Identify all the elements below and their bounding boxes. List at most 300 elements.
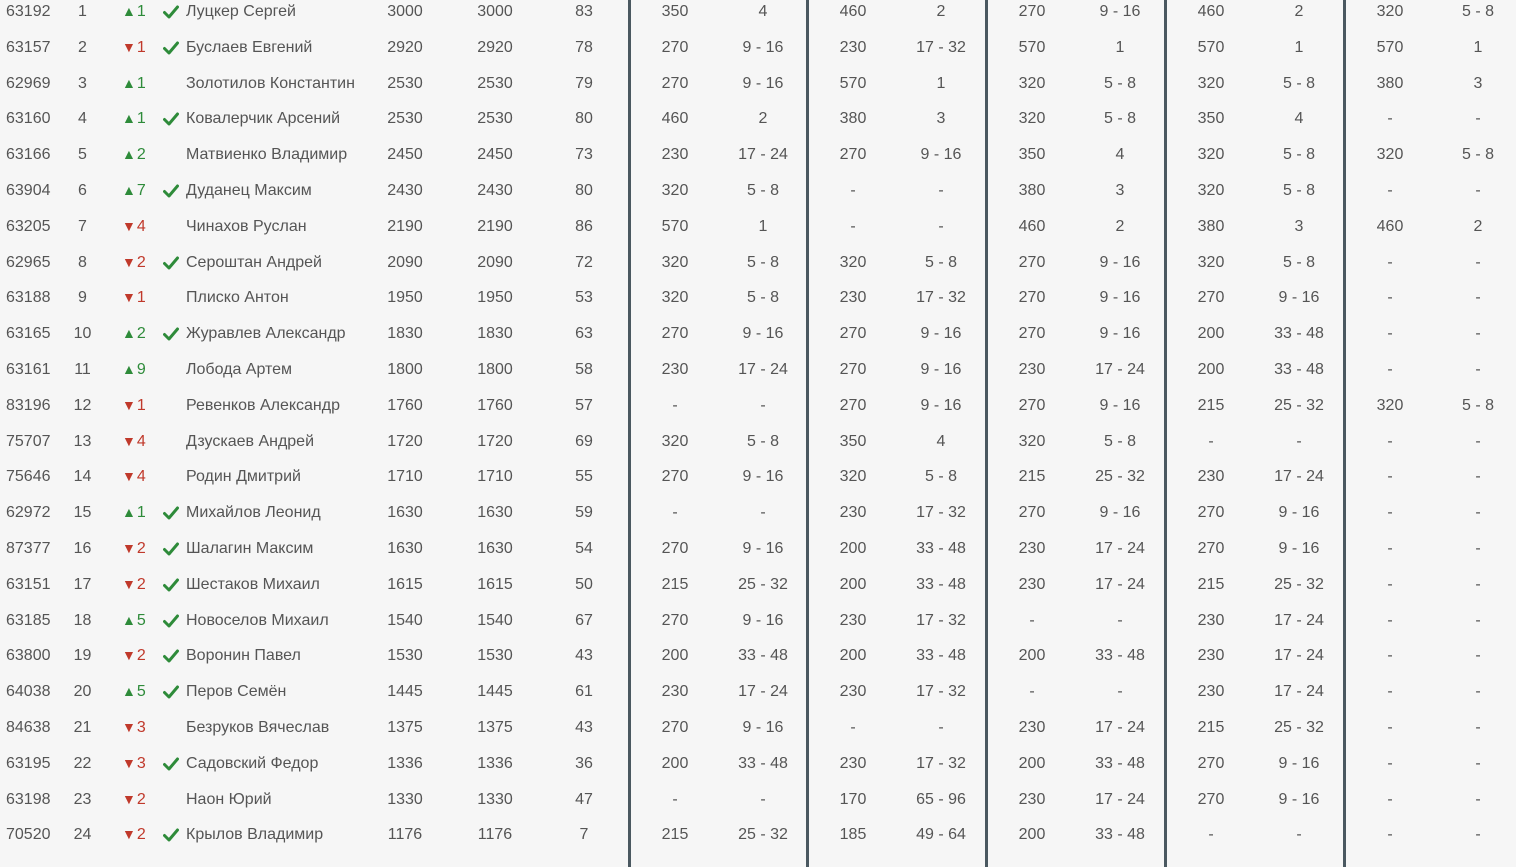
tournament-place: 9 - 16 [1099, 289, 1141, 307]
tournament-place: 4 [758, 3, 768, 20]
triangle-up-icon: ▲ [122, 360, 136, 377]
triangle-down-icon: ▼ [122, 289, 136, 306]
rating-sum: 2430 [477, 181, 513, 199]
games-count: 80 [575, 110, 593, 128]
tournament-points: 215 [1197, 718, 1225, 736]
rank-change-value: 7 [136, 181, 146, 199]
rank: 3 [78, 74, 87, 92]
tournament-points: 320 [661, 253, 689, 271]
column-divider [628, 0, 631, 867]
tournament-points: - [1208, 432, 1214, 450]
player-name[interactable]: Новоселов Михаил [186, 611, 329, 629]
tournament-points: 460 [1197, 3, 1225, 20]
tournament-points: 270 [1197, 289, 1225, 307]
tournament-points: 380 [1197, 217, 1225, 235]
games-count: 7 [579, 826, 589, 844]
rating-sum: 1720 [477, 432, 513, 450]
tournament-place: 17 - 32 [916, 504, 966, 522]
tournament-place: 9 - 16 [1099, 396, 1141, 414]
rating-total: 1630 [387, 504, 423, 522]
player-name[interactable]: Матвиенко Владимир [186, 146, 348, 164]
tournament-place: 9 - 16 [920, 146, 962, 164]
tournament-points: - [1387, 647, 1393, 665]
tournament-place: 9 - 16 [1099, 253, 1141, 271]
player-name[interactable]: Шалагин Максим [186, 539, 314, 557]
games-count: 61 [575, 683, 593, 701]
rank-change [122, 710, 158, 746]
games-count: 59 [575, 504, 593, 522]
tournament-place: 2 [1473, 217, 1483, 235]
tournament-points: - [1387, 718, 1393, 736]
tournament-points: 320 [839, 253, 867, 271]
rank-change [122, 817, 158, 853]
tournament-place: 17 - 32 [916, 611, 966, 629]
player-name[interactable]: Луцкер Сергей [186, 3, 296, 20]
triangle-down-icon: ▼ [122, 754, 136, 771]
table-row[interactable] [0, 459, 1516, 495]
rank-change [122, 638, 158, 674]
games-count: 36 [575, 754, 593, 772]
table-row[interactable] [0, 173, 1516, 209]
rating-total: 2530 [387, 74, 423, 92]
triangle-down-icon: ▼ [122, 38, 136, 55]
tournament-place: 33 - 48 [916, 647, 966, 665]
tournament-points: 270 [839, 325, 867, 343]
tournament-points: 200 [839, 575, 867, 593]
rating-total: 2530 [387, 110, 423, 128]
tournament-points: 270 [661, 539, 689, 557]
rank-change-value: 3 [136, 718, 146, 736]
tournament-place: - [1296, 432, 1302, 450]
table-row[interactable] [0, 567, 1516, 603]
tournament-points: 230 [661, 683, 689, 701]
table-row[interactable] [0, 66, 1516, 102]
tournament-place: 25 - 32 [1274, 575, 1324, 593]
rank: 21 [73, 718, 92, 736]
player-name[interactable]: Ревенков Александр [186, 396, 340, 414]
tournament-points: 230 [1197, 468, 1225, 486]
rank-change [122, 531, 158, 567]
tournament-points: 230 [839, 683, 867, 701]
rank-change [122, 245, 158, 281]
triangle-down-icon: ▼ [122, 718, 136, 735]
table-row[interactable] [0, 674, 1516, 710]
games-count: 83 [575, 3, 593, 20]
player-id: 63157 [6, 38, 51, 56]
tournament-points: 320 [661, 289, 689, 307]
triangle-up-icon: ▲ [122, 611, 136, 628]
tournament-points: 230 [1018, 790, 1046, 808]
tournament-place: - [1475, 504, 1481, 522]
tournament-points: 200 [839, 647, 867, 665]
tournament-points: - [1387, 360, 1393, 378]
table-row[interactable] [0, 137, 1516, 173]
rank-change [122, 782, 158, 818]
table-row[interactable] [0, 0, 1516, 30]
player-name[interactable]: Дзускаев Андрей [186, 432, 315, 450]
tournament-points: - [1387, 826, 1393, 844]
tournament-place: - [760, 790, 766, 808]
rank: 22 [73, 754, 92, 772]
tournament-place: 9 - 16 [1099, 325, 1141, 343]
player-id: 63800 [6, 647, 51, 665]
tournament-place: 17 - 24 [738, 146, 788, 164]
tournament-points: 320 [1197, 181, 1225, 199]
tournament-points: 270 [661, 611, 689, 629]
table-row[interactable] [0, 710, 1516, 746]
rank-change-value: 1 [136, 396, 146, 414]
player-id: 75646 [6, 468, 51, 486]
rank-change [122, 280, 158, 316]
games-count: 55 [575, 468, 593, 486]
tournament-place: 5 - 8 [1103, 110, 1136, 128]
rating-sum: 2190 [477, 217, 513, 235]
player-name[interactable]: Наон Юрий [186, 790, 272, 808]
tournament-place: 3 [1115, 181, 1125, 199]
tournament-points: 230 [661, 146, 689, 164]
tournament-points: 380 [1018, 181, 1046, 199]
tournament-place: - [1475, 539, 1481, 557]
games-count: 50 [575, 575, 593, 593]
tournament-place: 5 - 8 [746, 289, 779, 307]
checkmark-icon [163, 173, 181, 209]
player-id: 63192 [6, 3, 51, 20]
player-name[interactable]: Лобода Артем [186, 360, 293, 378]
games-count: 69 [575, 432, 593, 450]
tournament-place: - [938, 181, 944, 199]
table-row[interactable] [0, 316, 1516, 352]
triangle-up-icon: ▲ [122, 181, 136, 198]
tournament-place: 3 [1473, 74, 1483, 92]
tournament-place: 25 - 32 [1274, 396, 1324, 414]
tournament-points: - [1387, 432, 1393, 450]
games-count: 54 [575, 539, 593, 557]
tournament-place: 17 - 24 [1274, 468, 1324, 486]
tournament-place: - [1475, 683, 1481, 701]
tournament-place: 33 - 48 [738, 754, 788, 772]
player-name[interactable]: Шестаков Михаил [186, 575, 320, 593]
rating-total: 1330 [387, 790, 423, 808]
games-count: 80 [575, 181, 593, 199]
tournament-points: 460 [1018, 217, 1046, 235]
triangle-up-icon: ▲ [122, 146, 136, 163]
checkmark-icon [163, 567, 181, 603]
rank: 6 [78, 181, 87, 199]
tournament-place: 25 - 32 [1095, 468, 1145, 486]
tournament-place: 17 - 24 [1274, 683, 1324, 701]
rating-total: 1540 [387, 611, 423, 629]
tournament-points: 185 [839, 826, 867, 844]
tournament-place: 5 - 8 [1461, 3, 1494, 20]
tournament-points: - [1208, 826, 1214, 844]
table-row[interactable] [0, 817, 1516, 853]
rank-change [122, 173, 158, 209]
rank-change [122, 137, 158, 173]
tournament-place: 9 - 16 [1278, 504, 1320, 522]
rank: 12 [73, 396, 92, 414]
tournament-points: 320 [1018, 74, 1046, 92]
tournament-points: 270 [661, 325, 689, 343]
tournament-place: 5 - 8 [1103, 74, 1136, 92]
tournament-place: 17 - 24 [1095, 575, 1145, 593]
rating-sum: 1615 [477, 575, 513, 593]
rating-sum: 2450 [477, 146, 513, 164]
tournament-points: 230 [1018, 575, 1046, 593]
tournament-place: 17 - 24 [1095, 718, 1145, 736]
tournament-points: 320 [1376, 396, 1404, 414]
rank-change [122, 388, 158, 424]
tournament-points: - [1029, 611, 1035, 629]
tournament-points: 270 [839, 146, 867, 164]
rating-total: 1375 [387, 718, 423, 736]
rating-sum: 1830 [477, 325, 513, 343]
rating-total: 1830 [387, 325, 423, 343]
tournament-place: 2 [758, 110, 768, 128]
player-name[interactable]: Крылов Владимир [186, 826, 324, 844]
table-row[interactable] [0, 388, 1516, 424]
tournament-points: 230 [839, 289, 867, 307]
tournament-place: 1 [1115, 38, 1125, 56]
tournament-points: - [1387, 468, 1393, 486]
column-divider [1164, 0, 1167, 867]
table-row[interactable] [0, 245, 1516, 281]
triangle-up-icon: ▲ [122, 504, 136, 521]
tournament-place: 9 - 16 [1278, 539, 1320, 557]
rank-change-value: 2 [136, 790, 146, 808]
tournament-points: 350 [1018, 146, 1046, 164]
table-row[interactable] [0, 30, 1516, 66]
tournament-place: 9 - 16 [920, 325, 962, 343]
tournament-place: - [1475, 110, 1481, 128]
tournament-place: 9 - 16 [742, 539, 784, 557]
triangle-down-icon: ▼ [122, 647, 136, 664]
tournament-place: - [938, 718, 944, 736]
tournament-place: 9 - 16 [920, 396, 962, 414]
checkmark-icon [163, 0, 181, 30]
player-name[interactable]: Золотилов Константин [186, 74, 355, 92]
tournament-points: - [1387, 611, 1393, 629]
rating-sum: 1710 [477, 468, 513, 486]
tournament-place: 17 - 24 [1095, 790, 1145, 808]
rank-change-value: 4 [136, 217, 146, 235]
tournament-points: 320 [1197, 74, 1225, 92]
player-name[interactable]: Буслаев Евгений [186, 38, 313, 56]
tournament-place: 5 - 8 [1103, 432, 1136, 450]
table-row[interactable] [0, 209, 1516, 245]
tournament-place: 9 - 16 [1278, 289, 1320, 307]
tournament-place: 49 - 64 [916, 826, 966, 844]
tournament-points: 320 [1018, 110, 1046, 128]
tournament-place: 9 - 16 [1099, 504, 1141, 522]
rank-change [122, 101, 158, 137]
rating-total: 1710 [387, 468, 423, 486]
player-name[interactable]: Садовский Федор [186, 754, 319, 772]
rank: 24 [73, 826, 92, 844]
player-name[interactable]: Воронин Павел [186, 647, 301, 665]
triangle-down-icon: ▼ [122, 826, 136, 843]
tournament-points: 270 [661, 468, 689, 486]
player-name[interactable]: Дуданец Максим [186, 181, 312, 199]
tournament-points: 350 [1197, 110, 1225, 128]
games-count: 43 [575, 718, 593, 736]
rating-sum: 2530 [477, 74, 513, 92]
table-row[interactable] [0, 352, 1516, 388]
rating-total: 1630 [387, 539, 423, 557]
tournament-points: 270 [1018, 253, 1046, 271]
tournament-place: 1 [758, 217, 768, 235]
rank: 4 [78, 110, 87, 128]
triangle-up-icon: ▲ [122, 3, 136, 19]
tournament-place: 9 - 16 [1099, 3, 1141, 20]
tournament-place: 25 - 32 [1274, 718, 1324, 736]
tournament-place: - [1475, 754, 1481, 772]
table-row[interactable] [0, 495, 1516, 531]
tournament-place: 65 - 96 [916, 790, 966, 808]
rank: 10 [73, 325, 92, 343]
tournament-points: 200 [1018, 754, 1046, 772]
player-id: 87377 [6, 539, 51, 557]
rating-sum: 1330 [477, 790, 513, 808]
tournament-points: 320 [1197, 146, 1225, 164]
tournament-place: 25 - 32 [738, 575, 788, 593]
table-row[interactable] [0, 280, 1516, 316]
rank: 14 [73, 468, 92, 486]
rank-change [122, 495, 158, 531]
tournament-points: - [672, 504, 678, 522]
tournament-place: - [1475, 181, 1481, 199]
tournament-points: 200 [1018, 647, 1046, 665]
tournament-points: 380 [839, 110, 867, 128]
checkmark-icon [163, 674, 181, 710]
table-row[interactable] [0, 638, 1516, 674]
player-name[interactable]: Михайлов Леонид [186, 504, 321, 522]
player-id: 62969 [6, 74, 51, 92]
rating-total: 1445 [387, 683, 423, 701]
player-id: 63198 [6, 790, 51, 808]
rating-sum: 1800 [477, 360, 513, 378]
column-divider [1343, 0, 1346, 867]
tournament-points: - [850, 718, 856, 736]
games-count: 79 [575, 74, 593, 92]
rank-change-value: 3 [136, 754, 146, 772]
rating-sum: 1375 [477, 718, 513, 736]
player-name[interactable]: Плиско Антон [186, 289, 289, 307]
rank: 13 [73, 432, 92, 450]
tournament-place: 9 - 16 [920, 360, 962, 378]
tournament-place: 25 - 32 [738, 826, 788, 844]
tournament-points: 270 [1018, 504, 1046, 522]
tournament-place: 5 - 8 [746, 432, 779, 450]
tournament-points: 270 [1018, 325, 1046, 343]
checkmark-icon [163, 603, 181, 639]
rank-change [122, 459, 158, 495]
rating-total: 2090 [387, 253, 423, 271]
tournament-points: - [850, 217, 856, 235]
rank-change [122, 316, 158, 352]
tournament-place: 33 - 48 [916, 575, 966, 593]
player-name[interactable]: Чинахов Руслан [186, 217, 307, 235]
player-id: 63205 [6, 217, 51, 235]
tournament-place: - [1475, 611, 1481, 629]
table-row[interactable] [0, 782, 1516, 818]
rank-change [122, 352, 158, 388]
rank-change [122, 746, 158, 782]
triangle-down-icon: ▼ [122, 396, 136, 413]
rank-change-value: 2 [136, 253, 146, 271]
rank: 2 [78, 38, 87, 56]
tournament-points: 320 [839, 468, 867, 486]
tournament-place: 4 [1115, 146, 1125, 164]
tournament-points: 200 [661, 647, 689, 665]
rank: 19 [73, 647, 92, 665]
table-row[interactable] [0, 746, 1516, 782]
table-row[interactable] [0, 424, 1516, 460]
tournament-place: 33 - 48 [1095, 647, 1145, 665]
games-count: 72 [575, 253, 593, 271]
player-id: 64038 [6, 683, 51, 701]
tournament-place: 1 [1473, 38, 1483, 56]
tournament-place: - [1475, 575, 1481, 593]
tournament-points: - [672, 790, 678, 808]
tournament-place: 5 - 8 [746, 253, 779, 271]
tournament-points: - [1387, 790, 1393, 808]
tournament-place: - [1475, 718, 1481, 736]
player-id: 84638 [6, 718, 51, 736]
player-name[interactable]: Перов Семён [186, 683, 287, 701]
tournament-points: 270 [1197, 790, 1225, 808]
column-divider [806, 0, 809, 867]
tournament-points: 350 [839, 432, 867, 450]
tournament-points: 270 [661, 38, 689, 56]
table-row[interactable] [0, 531, 1516, 567]
player-name[interactable]: Безруков Вячеслав [186, 718, 330, 736]
tournament-points: 270 [1197, 754, 1225, 772]
rank-change-value: 1 [136, 289, 146, 307]
tournament-points: 170 [839, 790, 867, 808]
triangle-down-icon: ▼ [122, 432, 136, 449]
tournament-points: 215 [1018, 468, 1046, 486]
table-row[interactable] [0, 603, 1516, 639]
tournament-place: 17 - 32 [916, 754, 966, 772]
rank-change-value: 4 [136, 468, 146, 486]
player-name[interactable]: Ковалерчик Арсений [186, 110, 341, 128]
rating-total: 2450 [387, 146, 423, 164]
triangle-up-icon: ▲ [122, 683, 136, 700]
rank: 16 [73, 539, 92, 557]
tournament-points: - [1387, 575, 1393, 593]
player-name[interactable]: Серoштан Андрей [186, 253, 322, 271]
column-divider [985, 0, 988, 867]
tournament-place: 33 - 48 [1274, 360, 1324, 378]
table-row[interactable] [0, 101, 1516, 137]
tournament-place: 17 - 24 [1095, 539, 1145, 557]
rank-change-value: 5 [136, 683, 146, 701]
tournament-place: 4 [936, 432, 946, 450]
player-name[interactable]: Журавлев Александр [186, 325, 346, 343]
games-count: 73 [575, 146, 593, 164]
tournament-points: 215 [661, 575, 689, 593]
tournament-place: 2 [1115, 217, 1125, 235]
tournament-place: 5 - 8 [924, 468, 957, 486]
tournament-points: 230 [839, 754, 867, 772]
rank-change [122, 567, 158, 603]
tournament-points: 570 [1376, 38, 1404, 56]
tournament-points: - [1387, 110, 1393, 128]
games-count: 53 [575, 289, 593, 307]
tournament-points: - [672, 396, 678, 414]
checkmark-icon [163, 30, 181, 66]
player-name[interactable]: Родин Дмитрий [186, 468, 301, 486]
